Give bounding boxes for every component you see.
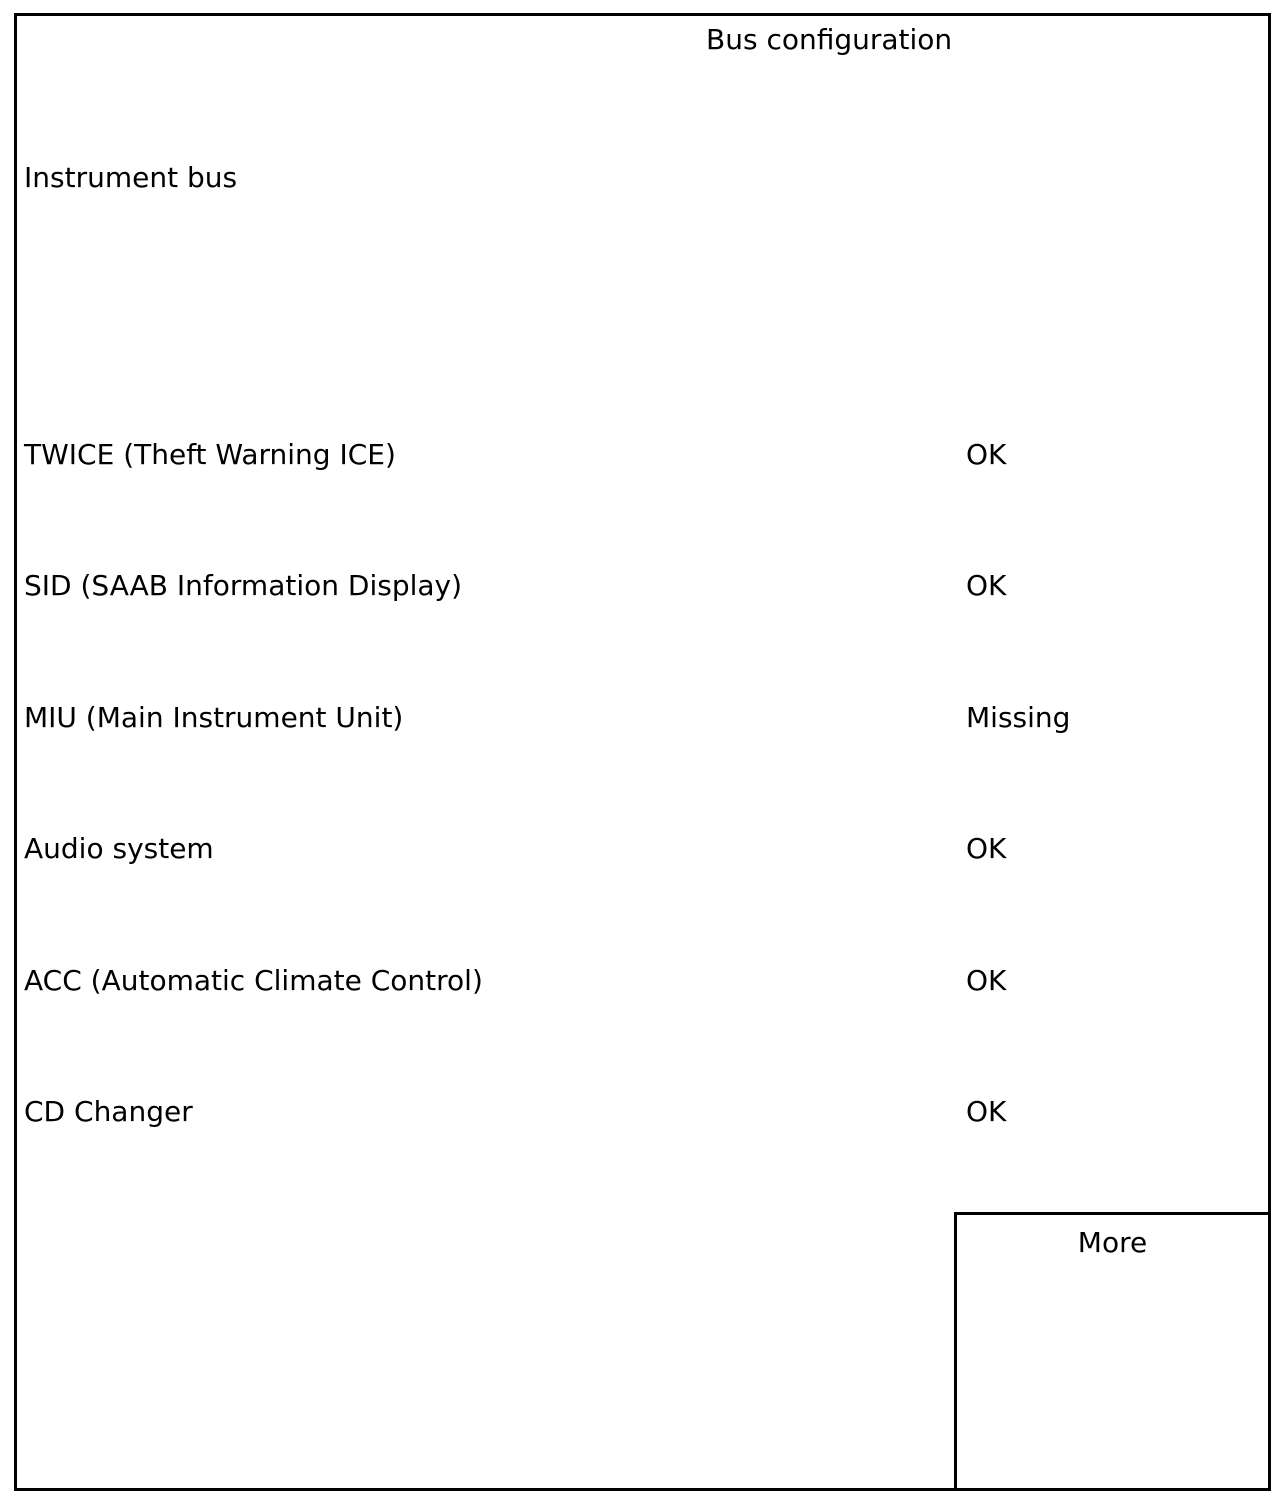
device-row-cd-changer <box>0 1094 1280 1130</box>
device-row-audio <box>0 831 1280 867</box>
device-status: OK <box>966 832 1007 865</box>
page-title: Bus configuration <box>706 23 953 56</box>
more-button-label: More <box>1077 1226 1148 1259</box>
device-row-miu <box>0 700 1280 736</box>
device-status: OK <box>966 1095 1007 1128</box>
device-name: Audio system <box>24 832 214 865</box>
device-name: ACC (Automatic Climate Control) <box>24 964 483 997</box>
device-name: MIU (Main Instrument Unit) <box>24 701 404 734</box>
device-name: SID (SAAB Information Display) <box>24 569 463 602</box>
section-heading: Instrument bus <box>24 161 238 194</box>
device-row-sid <box>0 568 1280 604</box>
device-status: OK <box>966 964 1007 997</box>
device-name: CD Changer <box>24 1095 193 1128</box>
more-button[interactable] <box>954 1212 1271 1491</box>
device-status: OK <box>966 569 1007 602</box>
device-status: Missing <box>966 701 1071 734</box>
device-status: OK <box>966 438 1007 471</box>
device-name: TWICE (Theft Warning ICE) <box>24 438 396 471</box>
device-row-twice <box>0 437 1280 473</box>
device-row-acc <box>0 963 1280 999</box>
